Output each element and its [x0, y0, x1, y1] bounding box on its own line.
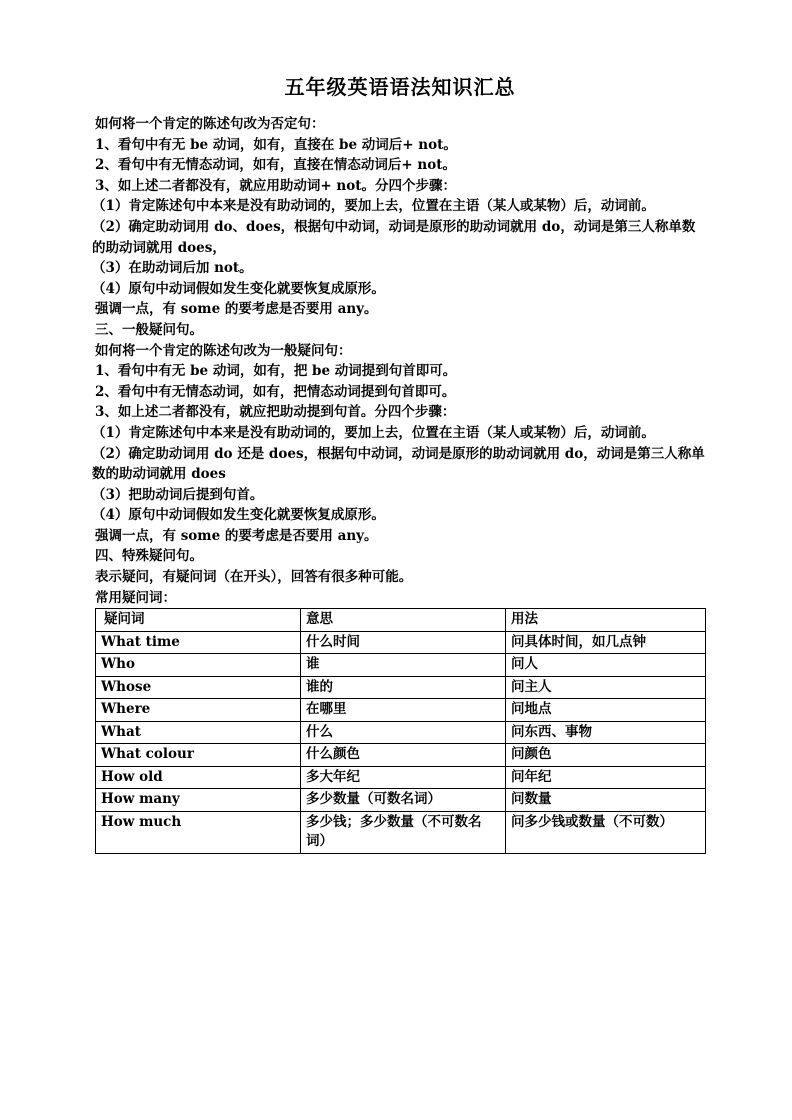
table-cell: 问地点 [506, 699, 706, 722]
table-cell: What time [96, 631, 301, 654]
paragraph-line: 3、如上述二者都没有，就应用助动词+ not。分四个步骤： [95, 177, 456, 194]
table-cell: 什么时间 [301, 631, 506, 654]
paragraph-line: 3、如上述二者都没有，就应把助动提到句首。分四个步骤： [95, 404, 456, 421]
table-row [96, 811, 706, 853]
section-heading: 四、特殊疑问句。 [95, 548, 203, 565]
table-row [96, 721, 706, 744]
table-header-cell: 用法 [506, 609, 706, 632]
table-cell: Where [96, 699, 301, 722]
table-cell: 在哪里 [301, 699, 506, 722]
table-cell: 问多少钱或数量（不可数） [506, 811, 706, 853]
table-header-row [96, 609, 706, 632]
table-cell: 问人 [506, 654, 706, 677]
paragraph-line: 1、看句中有无 be 动词，如有，直接在 be 动词后+ not。 [95, 136, 457, 153]
table-cell: 问主人 [506, 676, 706, 699]
table-cell: 谁的 [301, 676, 506, 699]
table-row [96, 631, 706, 654]
paragraph-line: 如何将一个肯定的陈述句改为一般疑问句： [95, 342, 352, 359]
table-cell: What [96, 721, 301, 744]
paragraph-line: 强调一点，有 some 的要考虑是否要用 any。 [95, 301, 378, 318]
table-cell: 什么 [301, 721, 506, 744]
question-words-table [95, 608, 706, 854]
table-cell: Whose [96, 676, 301, 699]
table-header-cell: 意思 [301, 609, 506, 632]
table-header-cell: 疑问词 [96, 609, 301, 632]
paragraph-line: （4）原句中动词假如发生变化就要恢复成原形。 [92, 507, 385, 524]
table-cell: 什么颜色 [301, 744, 506, 767]
table-cell: 问颜色 [506, 744, 706, 767]
table-row [96, 744, 706, 767]
table-cell: How old [96, 766, 301, 789]
paragraph-line: 表示疑问，有疑问词（在开头），回答有很多种可能。 [95, 569, 413, 586]
document-body [92, 114, 705, 608]
table-row [96, 789, 706, 812]
table-cell: How much [96, 811, 301, 853]
section-heading: 三、一般疑问句。 [95, 321, 203, 338]
paragraph-line: 1、看句中有无 be 动词，如有，把 be 动词提到句首即可。 [95, 363, 457, 380]
paragraph-line: 如何将一个肯定的陈述句改为否定句： [95, 116, 325, 132]
document-title: 五年级英语语法知识汇总 [284, 75, 516, 99]
paragraph-line: （1）肯定陈述句中本来是没有助动词的，要加上去，位置在主语（某人或某物）后，动词前。 [92, 424, 655, 441]
document-page [92, 72, 705, 854]
paragraph-line: 强调一点，有 some 的要考虑是否要用 any。 [95, 527, 378, 544]
paragraph-line: 2、看句中有无情态动词，如有，把情态动词提到句首即可。 [95, 383, 456, 400]
paragraph-line: （3）把助动词后提到句首。 [92, 486, 264, 503]
table-cell: How many [96, 789, 301, 812]
paragraph-line: （2）确定助动词用 do 还是 does，根据句中动词，动词是原形的助动词就用 do，动词是第三人称单数的助动词就用 does [92, 445, 705, 483]
table-cell: 谁 [301, 654, 506, 677]
paragraph-line: （4）原句中动词假如发生变化就要恢复成原形。 [92, 280, 385, 297]
table-cell: 问具体时间，如几点钟 [506, 631, 706, 654]
table-row [96, 676, 706, 699]
paragraph-line: （1）肯定陈述句中本来是没有助动词的，要加上去，位置在主语（某人或某物）后，动词前。 [92, 198, 655, 215]
paragraph-line: （2）确定助动词用 do、does，根据句中动词，动词是原形的助动词就用 do，动词是第三人称单数的助动词就用 does， [92, 218, 696, 256]
table-cell: 多大年纪 [301, 766, 506, 789]
table-row [96, 699, 706, 722]
table-cell: 问数量 [506, 789, 706, 812]
paragraph-line: 2、看句中有无情态动词，如有，直接在情态动词后+ not。 [95, 157, 456, 174]
table-cell: 多少数量（可数名词） [301, 789, 506, 812]
table-row [96, 766, 706, 789]
table-cell: 多少钱；多少数量（不可数名词） [301, 811, 506, 853]
table-cell: Who [96, 654, 301, 677]
table-cell: 问年纪 [506, 766, 706, 789]
table-cell: 问东西、事物 [506, 721, 706, 744]
table-cell: What colour [96, 744, 301, 767]
paragraph-line: （3）在助动词后加 not。 [92, 260, 253, 277]
paragraph-line: 常用疑问词： [95, 589, 176, 606]
table-row [96, 654, 706, 677]
